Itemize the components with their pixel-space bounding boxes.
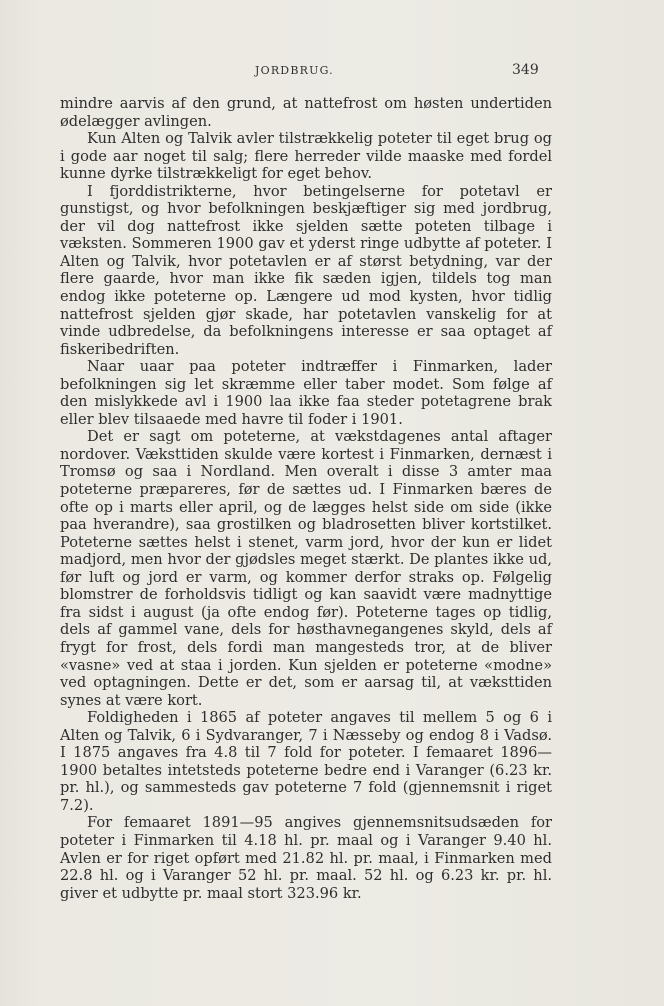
paragraph-3: I fjorddistrikterne, hvor betingelserne for potetavl er gunstigst, og hvor befolkningen beskjæftiger sig med jordbrug, der vil dog nattefrost ikke sjelden sætte poteten tilbage i væksten. Sommeren 1900 gav et yderst ringe udbytte af poteter. I Alten og Talvik, hvor potetavlen er af størst betydning, var der flere gaarde, hvor man ikke fik sæden igjen, tildels tog man endog ikke poteterne op. Længere ud mod kysten, hvor tidlig nattefrost sjelden gjør skade, har potetavlen vanskelig for at vinde udbredelse, da befolkningens interesse er saa optaget af fiskeribedriften. xyxy=(60,182,552,358)
page-header xyxy=(0,62,664,82)
paragraph-5: Det er sagt om poteterne, at vækstdagenes antal aftager nordover. Væksttiden skulde være kortest i Finmarken, dernæst i Tromsø og saa i Nordland. Men overalt i disse 3 amter maa poteterne præpareres, før de sættes ud. I Finmarken bæres de ofte op i marts eller april, og de lægges helst side om side (ikke paa hverandre), saa grostilken og bladrosetten bliver kortstilket. Poteterne sættes helst i stenet, varm jord, hvor der kun er lidet madjord, men hvor der gjødsles meget stærkt. De plantes ikke ud, før luft og jord er varm, og kommer derfor straks op. Følgelig blomstrer de forholdsvis tidligt og kan saavidt være madnyttige fra sidst i august (ja ofte endog før). Poteterne tages op tidlig, dels af gammel vane, dels for høsthavnegangenes skyld, dels af frygt for frost, dels fordi man mangesteds tror, at de bliver «vasne» ved at staa i jorden. Kun sjelden er poteterne «modne» ved optagningen. Dette er det, som er aarsag til, at væksttiden synes at være kort. xyxy=(60,428,552,709)
page-number: 349 xyxy=(512,62,539,78)
paragraph-6: Foldigheden i 1865 af poteter angaves til mellem 5 og 6 i Alten og Talvik, 6 i Sydvaranger, 7 i Næsseby og endog 8 i Vadsø. I 1875 angaves fra 4.8 til 7 fold for poteter. I femaaret 1896—1900 betaltes intetsteds poteterne bedre end i Varanger (6.23 kr. pr. hl.), og sammesteds gav poteterne 7 fold (gjennemsnit i riget 7.2). xyxy=(60,709,552,814)
paragraph-1: mindre aarvis af den grund, at nattefrost om høsten undertiden ødelægger avlingen. xyxy=(60,95,552,130)
running-head: JORDBRUG. xyxy=(255,64,334,77)
body-text xyxy=(60,95,552,902)
paragraph-4: Naar uaar paa poteter indtræffer i Finmarken, lader befolkningen sig let skræmme eller taber modet. Som følge af den mislykkede avl i 1900 laa ikke faa steder potetagrene brak eller blev tilsaaede med havre til foder i 1901. xyxy=(60,358,552,428)
paragraph-7: For femaaret 1891—95 angives gjennemsnitsudsæden for poteter i Finmarken til 4.18 hl. pr. maal og i Varanger 9.40 hl. Avlen er for riget opført med 21.82 hl. pr. maal, i Finmarken med 22.8 hl. og i Varanger 52 hl. pr. maal. 52 hl. og 6.23 kr. pr. hl. giver et udbytte pr. maal stort 323.96 kr. xyxy=(60,814,552,902)
paragraph-2: Kun Alten og Talvik avler tilstrækkelig poteter til eget brug og i gode aar noget til salg; flere herreder vilde maaske med fordel kunne dyrke tilstrækkeligt for eget behov. xyxy=(60,130,552,183)
